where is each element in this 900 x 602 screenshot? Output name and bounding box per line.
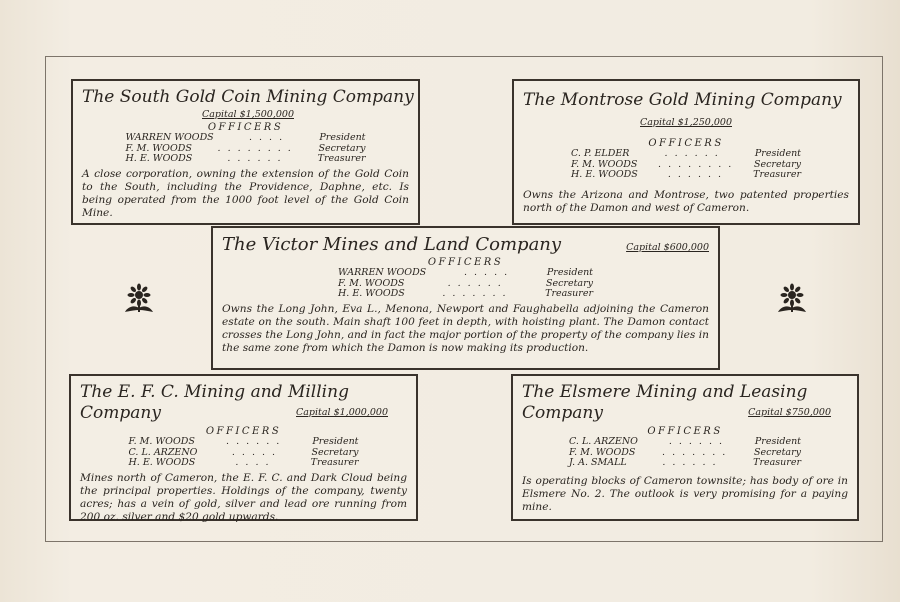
- officer-leader-dots: . . . . . .: [667, 169, 724, 180]
- company-box-elsmere: [511, 374, 859, 521]
- officer-list: [129, 437, 359, 469]
- company-capital: Capital $1,500,000: [202, 109, 294, 120]
- officer-role: Secretary: [311, 446, 359, 458]
- company-capital: Capital $1,000,000: [296, 407, 388, 418]
- company-title-text: The E. F. C. Mining and Milling Company: [80, 382, 349, 423]
- officer-list: [338, 268, 593, 300]
- officer-name: F. M. WOODS: [569, 446, 636, 458]
- officer-row: [338, 268, 593, 279]
- officer-role: Treasurer: [317, 153, 366, 164]
- company-description: Owns the Arizona and Montrose, two patented properties north of the Damon and west of Cameron.: [523, 188, 849, 214]
- officer-role: Treasurer: [310, 457, 359, 468]
- officer-name: H. E. WOODS: [571, 169, 638, 180]
- officer-name: C. L. ARZENO: [128, 446, 198, 458]
- officer-role: President: [546, 267, 593, 278]
- officer-leader-dots: . . . .: [235, 457, 271, 468]
- officer-name: F. M. WOODS: [128, 436, 195, 447]
- company-title-text: The Elsmere Mining and Leasing Company: [522, 382, 808, 423]
- officer-leader-dots: . . . . . .: [227, 153, 283, 164]
- officer-role: Treasurer: [545, 288, 593, 299]
- officer-name: H. E. WOODS: [338, 288, 405, 299]
- officer-leader-dots: . . . . . . .: [442, 288, 508, 299]
- officer-leader-dots: . . . . .: [231, 446, 278, 458]
- officer-name: J. A. SMALL: [569, 457, 627, 468]
- officer-leader-dots: . . . . . . .: [662, 446, 728, 458]
- sunflower-ornament-icon: [774, 282, 810, 318]
- officer-role: President: [754, 148, 801, 159]
- company-description: Is operating blocks of Cameron townsite; has body of ore in Elsmere No. 2. The outlook is very promising for a paying mine.: [522, 474, 848, 513]
- company-description: Mines north of Cameron, the E. F. C. and Dark Cloud being the principal properties. Holdings of the company, twenty acres; has a vein of gold, silver and lead ore running from 200 oz. silver and $20 gold upwards.: [80, 471, 407, 523]
- sunflower-ornament-icon: [121, 282, 157, 318]
- officer-name: C. P. ELDER: [571, 148, 630, 159]
- officer-leader-dots: . . . . . .: [664, 148, 720, 159]
- officer-leader-dots: . . . . . . . .: [217, 142, 293, 154]
- officer-name: H. E. WOODS: [125, 153, 193, 164]
- officer-list: [571, 149, 801, 181]
- officer-row: [571, 170, 801, 181]
- company-capital: Capital $1,250,000: [640, 117, 732, 128]
- officer-row: [338, 289, 593, 300]
- company-capital: Capital $750,000: [748, 407, 831, 418]
- company-title: The Victor Mines and Land Company: [222, 234, 562, 255]
- company-title: The Montrose Gold Mining Company: [523, 90, 842, 110]
- officers-heading: OFFICERS: [205, 426, 282, 437]
- officer-row: [126, 133, 366, 144]
- company-capital: Capital $600,000: [626, 242, 709, 253]
- officer-leader-dots: . . . . . .: [226, 436, 282, 447]
- officer-row: [129, 437, 359, 448]
- officer-role: Secretary: [753, 158, 801, 170]
- officers-heading: OFFICERS: [427, 257, 504, 268]
- officers-heading: OFFICERS: [207, 122, 284, 133]
- officer-role: President: [312, 436, 359, 447]
- company-box-victor: [211, 226, 720, 370]
- officer-leader-dots: . . . . . . . .: [658, 158, 734, 170]
- officer-leader-dots: . . . . . .: [668, 436, 725, 447]
- officer-role: Secretary: [545, 277, 593, 289]
- officer-role: Treasurer: [753, 457, 801, 468]
- officer-role: Secretary: [318, 142, 366, 154]
- officer-leader-dots: . . . . .: [463, 267, 510, 278]
- officer-row: [569, 437, 801, 448]
- officer-name: H. E. WOODS: [128, 457, 196, 468]
- officer-role: President: [319, 132, 366, 143]
- officer-leader-dots: . . . . . .: [662, 457, 718, 468]
- officer-list: [126, 133, 366, 165]
- officer-name: F. M. WOODS: [338, 277, 405, 289]
- officer-role: President: [754, 436, 801, 447]
- officer-name: WARREN WOODS: [338, 267, 427, 278]
- officer-list: [569, 437, 801, 469]
- company-description: Owns the Long John, Eva L., Menona, Newport and Faughabella adjoining the Cameron estate on the south. Main shaft 100 feet in depth, with hoisting plant. The Damon contact crosses the Long John, and in fact the major portion of the property of the company lies in the same zone from which the Damon is now making its production.: [222, 302, 709, 354]
- company-box-efc: [69, 374, 418, 521]
- officer-role: Secretary: [753, 446, 801, 458]
- officer-leader-dots: . . . .: [248, 132, 285, 143]
- company-box-south-gold-coin: [71, 79, 420, 225]
- officer-name: C. L. ARZENO: [569, 436, 638, 447]
- officer-row: [569, 458, 801, 469]
- officer-row: [571, 149, 801, 160]
- officer-row: [129, 458, 359, 469]
- officers-heading: OFFICERS: [647, 426, 723, 437]
- company-box-montrose: [512, 79, 860, 225]
- officer-row: [126, 154, 366, 165]
- company-title: The South Gold Coin Mining Company: [82, 87, 414, 107]
- company-description: A close corporation, owning the extension of the Gold Coin to the South, including the Providence, Daphne, etc. Is being operated from the 1000 foot level of the Gold Coin Mine.: [82, 167, 409, 219]
- officers-heading: OFFICERS: [648, 138, 724, 149]
- officer-role: Treasurer: [753, 169, 801, 180]
- title-row: [222, 234, 709, 255]
- officer-leader-dots: . . . . . .: [447, 277, 503, 289]
- officer-name: WARREN WOODS: [125, 132, 214, 143]
- officer-name: F. M. WOODS: [125, 142, 192, 154]
- officer-name: F. M. WOODS: [571, 158, 638, 170]
